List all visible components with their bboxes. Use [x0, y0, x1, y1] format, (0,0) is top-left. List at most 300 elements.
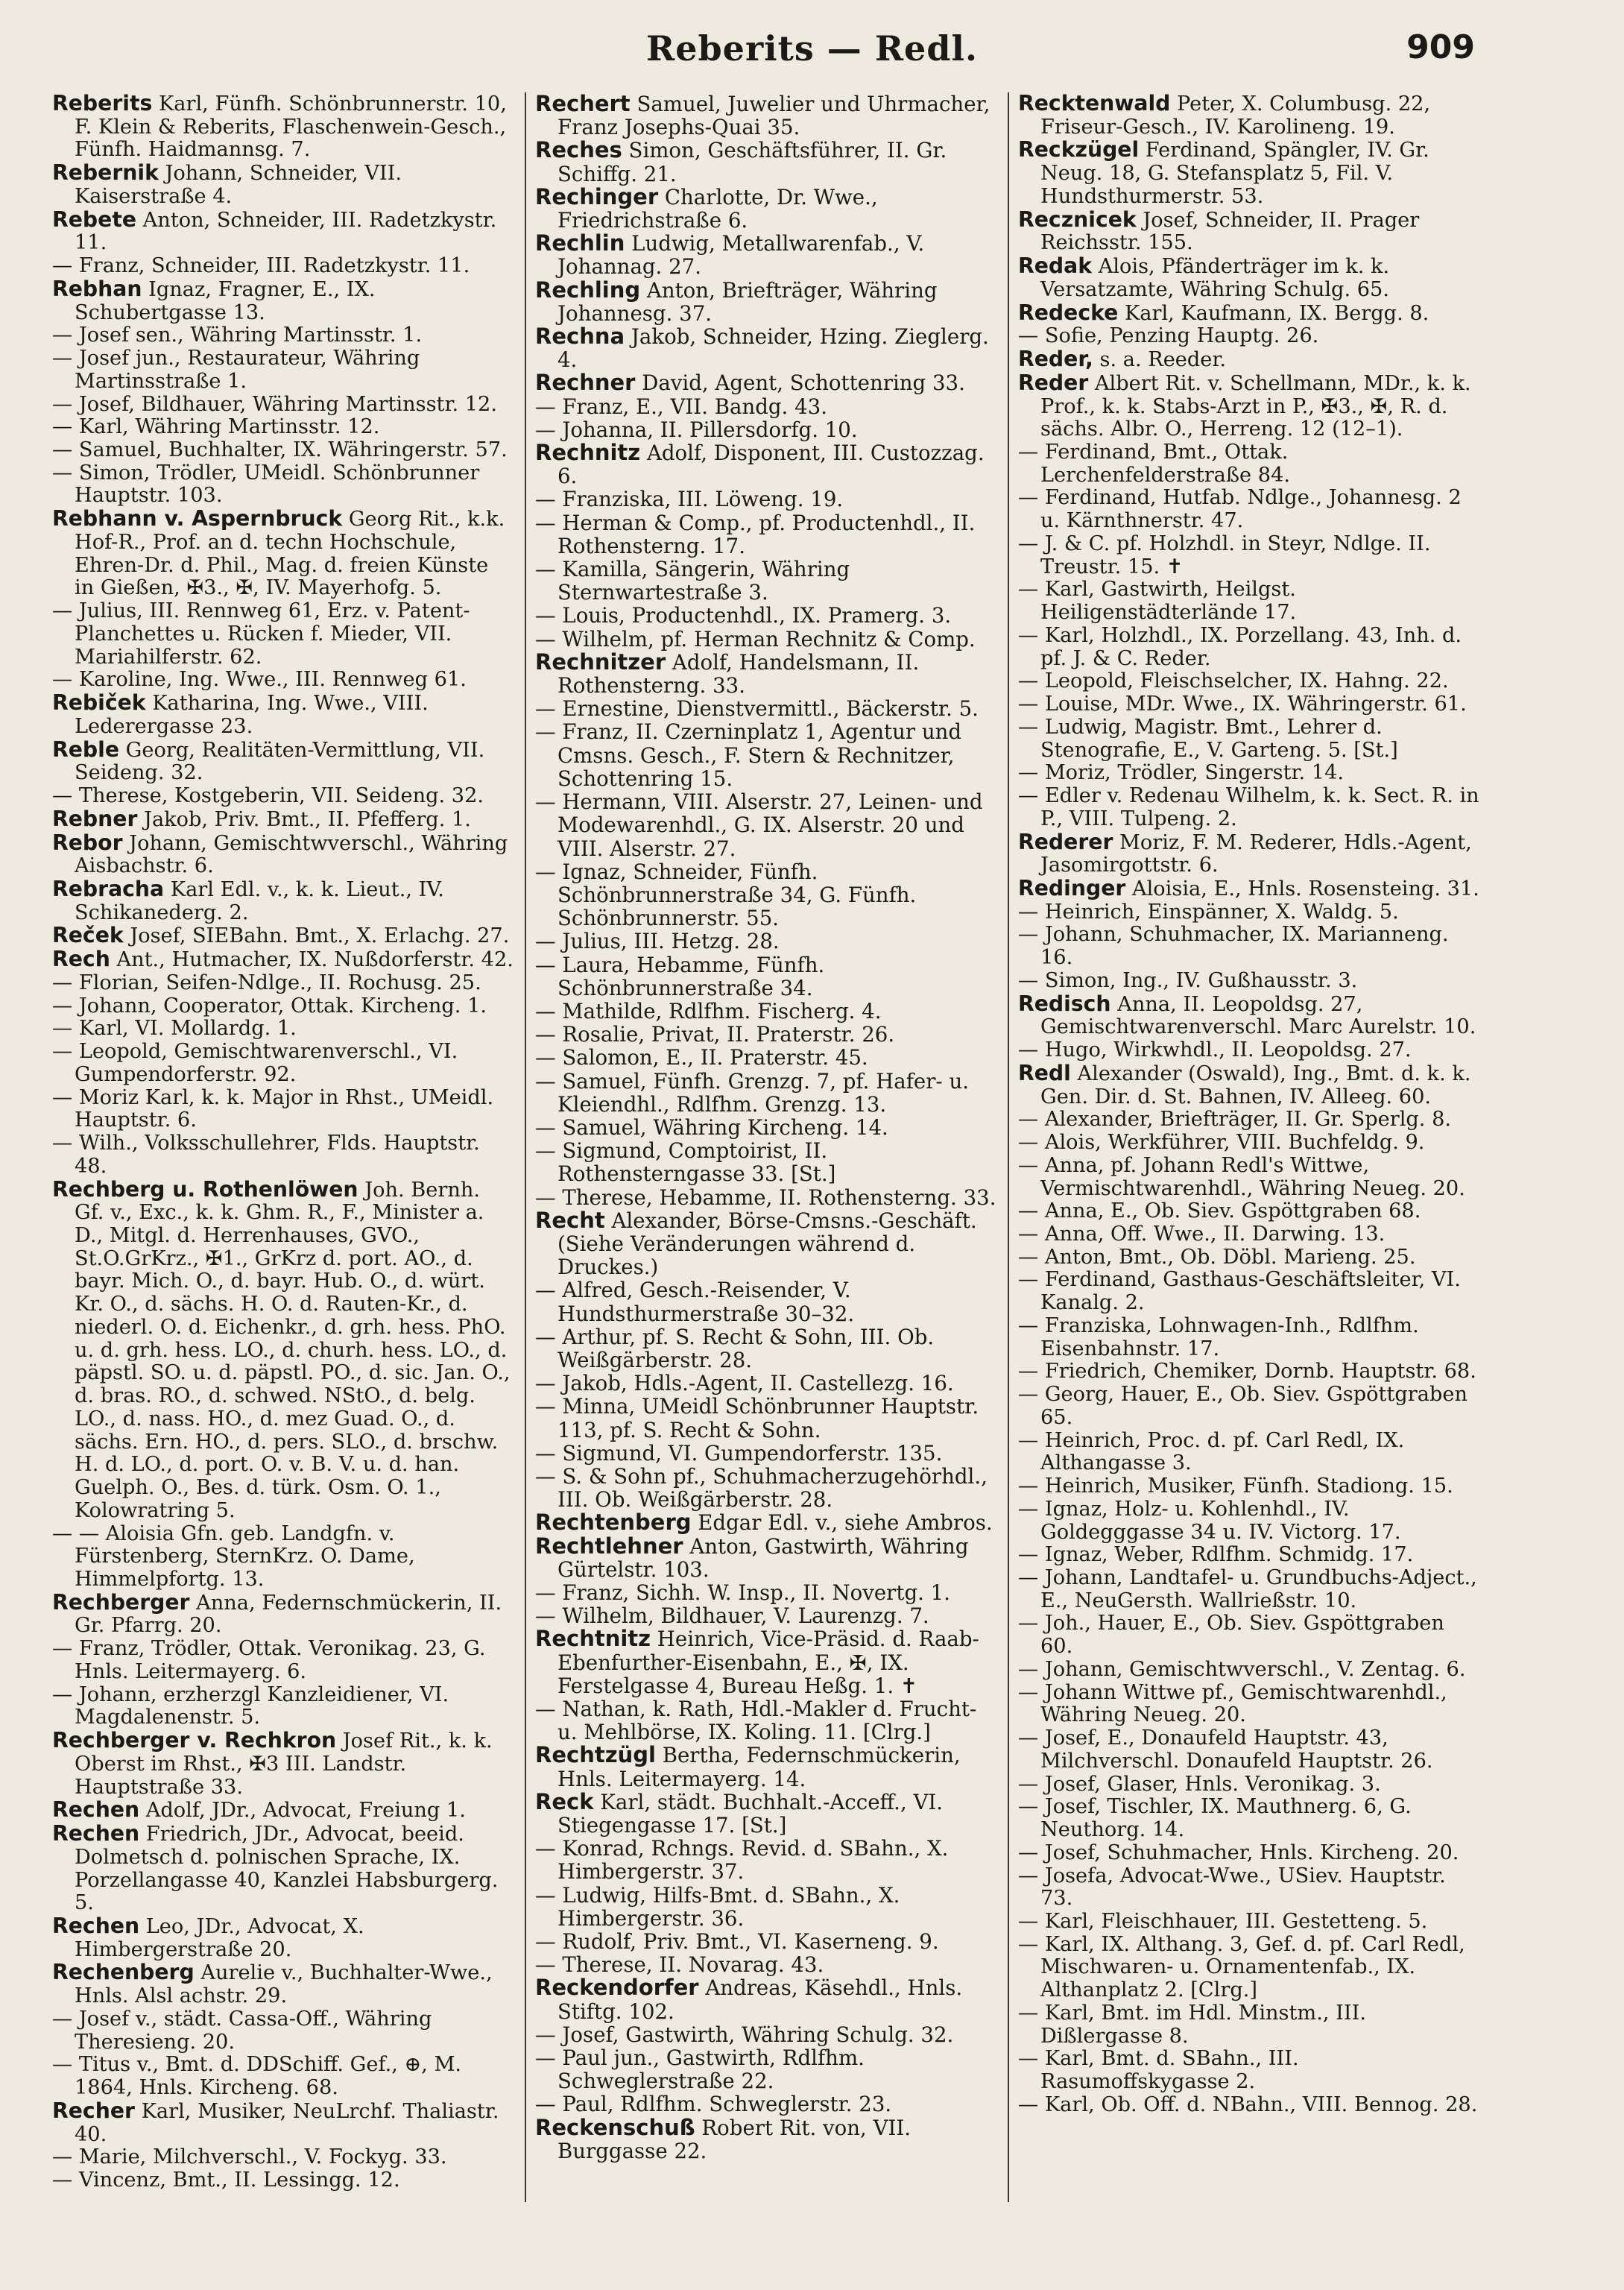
directory-entry — [1018, 1430, 1480, 1475]
directory-entry — [535, 790, 997, 860]
directory-entry — [1018, 1269, 1480, 1314]
directory-entry — [52, 2100, 514, 2146]
directory-entry — [535, 697, 997, 720]
entry-headword: Recht — [535, 1207, 605, 1233]
entry-text: — Mathilde, Rdlfhm. Fischerg. 4. — [535, 998, 882, 1023]
entry-headword: Redak — [1018, 253, 1093, 279]
entry-headword: Rechtnitz — [535, 1626, 651, 1652]
entry-text: — Herman & Comp., pf. Productenhdl., II. Rothensterng. 17. — [535, 510, 976, 558]
directory-entry — [535, 441, 997, 488]
directory-entry — [535, 930, 997, 953]
entry-text: Albert Rit. v. Schellmann, MDr., k. k. Prof., k. k. Stabs-Arzt in P., ✠3., ✠, R. d. sächs. Albr. O., Herreng. 12 (12–1). — [1040, 371, 1471, 441]
entry-text: — Sigmund, Comptoirist, II. Rothensterngasse 33. [St.] — [535, 1138, 836, 1187]
entry-text: Katharina, Ing. Wwe., VIII. Lederergasse 23. — [75, 692, 429, 738]
directory-entry — [52, 1176, 514, 1523]
entry-headword: Rechlin — [535, 230, 625, 256]
directory-entry — [1018, 92, 1480, 139]
entry-text: — Therese, Hebamme, II. Rothensterng. 33. — [535, 1185, 996, 1210]
entry-text: — Paul jun., Gastwirth, Rdlfhm. Schweglerstraße 22. — [535, 2045, 865, 2094]
entry-headword: Rechling — [535, 277, 641, 303]
directory-entry — [52, 785, 514, 808]
directory-entry — [1018, 901, 1480, 924]
directory-entry — [52, 600, 514, 669]
entry-text: — Anton, Bmt., Ob. Döbl. Marieng. 25. — [1018, 1245, 1416, 1269]
entry-text: Georg Rit., k.k. Hof-R., Prof. an d. techn Hochschule, Ehren-Dr. d. Phil., Mag. d. freien Künste in Gießen, ✠3., ✠, IV. Mayerhofg. 5. — [75, 508, 505, 600]
directory-entry — [52, 1823, 514, 1915]
entry-text: Peter, X. Columbusg. 22, Friseur-Gesch., IV. Karolineng. 19. — [1040, 92, 1431, 139]
directory-entry — [1018, 993, 1480, 1039]
entry-text: — Minna, UMeidl Schönbrunner Hauptstr. 113, pf. S. Recht & Sohn. — [535, 1394, 979, 1442]
directory-entry — [1018, 1682, 1480, 1727]
directory-entry — [52, 995, 514, 1018]
entry-text: Josef, SIEBahn. Bmt., X. Erlachg. 27. — [123, 924, 510, 948]
directory-entry — [52, 1799, 514, 1823]
entry-headword: Reder — [1018, 370, 1089, 395]
directory-entry — [52, 1729, 514, 1799]
directory-entry — [1018, 1796, 1480, 1841]
entry-text: — Johann, Cooperator, Ottak. Kircheng. 1. — [52, 994, 487, 1018]
entry-text: Joh. Bernh. Gf. v., Exc., k. k. Ghm. R., F., Minister a. D., Mitgl. d. Herrenhauses, GVO., St.O.GrKrz., ✠1., GrKrz d. port. AO., d. bayr. Mich. O., d. bayr. Hub. O., d. würt. Kr. O., d. sächs. H. O. d. Rauten-Kr., d. niederl. O. d. Eichenkr., d. grh. hess. PhO. u. d. grh. hess. LO., d. churh. hess. LO., d. päpstl. SO. u. d. päpstl. PO., d. sic. Jan. O., d. bras. RO., d. schwed. NStO., d. belg. LO., d. nass. HO., d. mez Guad. O., d. sächs. Ern. HO., d. pers. SLO., d. brschw. H. d. LO., d. port. O. v. B. V. u. d. han. Guelph. O., Bes. d. türk. Osm. O. 1., Kolowratring 5. — [75, 1178, 511, 1522]
directory-entry — [535, 1325, 997, 1372]
directory-entry — [1018, 325, 1480, 348]
entry-text: Karl, Fünfh. Schönbrunnerstr. 10, F. Klein & Reberits, Flaschenwein-Gesch., Fünfh. Haidmannsg. 7. — [75, 92, 507, 162]
entry-text: Friedrich, JDr., Advocat, beeid. Dolmetsch d. polnischen Sprache, IX. Porzellangasse 40, Kanzlei Habsburgerg. 5. — [75, 1823, 499, 1915]
entry-text: — Louis, Productenhdl., IX. Pramerg. 3. — [535, 603, 952, 628]
entry-headword: Rechberg u. Rothenlöwen — [52, 1176, 358, 1202]
entry-text: — — Aloisia Gfn. geb. Landgfn. v. Fürstenberg, SternKrz. O. Dame, Himmelpfortg. 13. — [52, 1521, 415, 1591]
directory-entry — [1018, 1475, 1480, 1498]
directory-entry — [52, 394, 514, 417]
directory-entry — [52, 508, 514, 600]
directory-entry — [535, 1465, 997, 1511]
entry-text: — Wilhelm, Bildhauer, V. Laurenzg. 7. — [535, 1603, 929, 1629]
directory-entry — [535, 720, 997, 790]
directory-entry — [535, 651, 997, 697]
entry-text: — Simon, Trödler, UMeidl. Schönbrunner Hauptstr. 103. — [52, 461, 480, 508]
directory-entry — [52, 255, 514, 278]
directory-entry — [1018, 1155, 1480, 1200]
entry-text: — Florian, Seifen-Ndlge., II. Rochusg. 25. — [52, 971, 481, 994]
directory-entry — [535, 1930, 997, 1953]
entry-text: — Rudolf, Priv. Bmt., VI. Kaserneng. 9. — [535, 1929, 939, 1955]
entry-headword: Reck — [535, 1788, 594, 1814]
directory-entry — [52, 2169, 514, 2192]
entry-headword: Reder, — [1018, 347, 1093, 372]
directory-entry — [52, 347, 514, 393]
directory-entry — [52, 1638, 514, 1683]
directory-entry — [1018, 877, 1480, 901]
entry-text: — Johann, Schuhmacher, IX. Marianneng. 16. — [1018, 923, 1449, 970]
entry-headword: Rechtzügl — [535, 1742, 656, 1768]
entry-headword: Rebhann v. Aspernbruck — [52, 506, 343, 532]
entry-text: Bertha, Federnschmückerin, Hnls. Leitermayerg. 14. — [557, 1743, 961, 1791]
entry-text: — Johann, Landtafel- u. Grundbuchs-Adject., E., NeuGersth. Wallrießstr. 10. — [1018, 1566, 1477, 1612]
entry-text: Ludwig, Metallwarenfab., V. Johannag. 27. — [557, 231, 925, 280]
entry-text: — Ferdinand, Hutfab. Ndlge., Johannesg. 2 u. Kärnthnerstr. 47. — [1018, 486, 1462, 533]
entry-text: Adolf, Disponent, III. Custozzag. 6. — [557, 441, 985, 489]
entry-text: — Rosalie, Privat, II. Praterstr. 26. — [535, 1022, 895, 1047]
entry-text: — Alfred, Gesch.-Reisender, V. Hundsthurmerstraße 30–32. — [535, 1278, 855, 1326]
entry-text: Edgar Edl. v., siehe Ambros. — [691, 1510, 993, 1536]
entry-text: Anna, II. Leopoldsg. 27, Gemischtwarenverschl. Marc Aurelstr. 10. — [1040, 992, 1476, 1039]
entry-text: — Therese, II. Novarag. 43. — [535, 1952, 824, 1978]
running-head: Reberits — Redl. — [646, 28, 978, 69]
entry-text: — Johann, Gemischtwverschl., V. Zentag. 6. — [1018, 1657, 1466, 1681]
directory-entry — [535, 1278, 997, 1325]
entry-text: — Julius, III. Rennweg 61, Erz. v. Patent-Planchettes u. Rücken f. Mieder, VII. Mariahilferstr. 62. — [52, 599, 470, 669]
directory-entry — [1018, 670, 1480, 693]
entry-text: Karl Edl. v., k. k. Lieut., IV. Schikanederg. 2. — [75, 877, 444, 924]
entry-text: — Josef, Gastwirth, Währing Schulg. 32. — [535, 2022, 954, 2047]
entry-text: — Alexander, Briefträger, II. Gr. Sperlg. 8. — [1018, 1108, 1452, 1132]
entry-text: — Karl, Bmt. im Hdl. Minstm., III. Dißlergasse 8. — [1018, 2001, 1366, 2048]
entry-text: Charlotte, Dr. Wwe., Friedrichstraße 6. — [557, 184, 878, 233]
column-divider — [525, 92, 526, 2202]
directory-entry — [52, 416, 514, 439]
entry-text: Simon, Geschäftsführer, II. Gr. Schiffg. 21. — [557, 138, 947, 186]
directory-entry — [535, 860, 997, 930]
entry-text: — Wilhelm, pf. Herman Rechnitz & Comp. — [535, 626, 976, 652]
entry-headword: Redl — [1018, 1060, 1071, 1085]
directory-entry — [1018, 2002, 1480, 2048]
entry-headword: Rechna — [535, 324, 625, 350]
entry-text: — Louise, MDr. Wwe., IX. Währingerstr. 61. — [1018, 693, 1467, 716]
directory-entry — [535, 1976, 997, 2022]
entry-text: — Georg, Hauer, E., Ob. Siev. Gspöttgraben 65. — [1018, 1383, 1467, 1429]
entry-text: — Ignaz, Schneider, Fünfh. Schönbrunnerstraße 34, G. Fünfh. Schönbrunnerstr. 55. — [535, 859, 917, 931]
entry-text: Anton, Briefträger, Währing Johannesg. 37. — [557, 277, 938, 326]
entry-text: — Ignaz, Holz- u. Kohlenhdl., IV. Goldegggasse 34 u. IV. Victorg. 17. — [1018, 1497, 1401, 1544]
entry-text: — Ludwig, Hilfs-Bmt. d. SBahn., X. Himbergerstr. 36. — [535, 1882, 900, 1931]
entry-text: Adolf, JDr., Advocat, Freiung 1. — [139, 1799, 466, 1823]
directory-entry — [535, 1604, 997, 1627]
directory-entry — [52, 1523, 514, 1592]
entry-text: — Franz, Schneider, III. Radetzkystr. 11. — [52, 254, 470, 278]
directory-entry — [1018, 785, 1480, 830]
entry-text: — Josef, Bildhauer, Währing Martinsstr. 12. — [52, 392, 497, 416]
directory-entry — [1018, 762, 1480, 785]
column-1 — [52, 92, 514, 2202]
entry-text: — Franz, Sichh. W. Insp., II. Novertg. 1. — [535, 1580, 950, 1605]
directory-entry — [535, 1953, 997, 1976]
directory-entry — [535, 2046, 997, 2092]
entry-text: — Karl, IX. Althang. 3, Gef. d. pf. Carl Redl, Mischwaren- u. Ornamentenfab., IX. Althanplatz 2. [Clrg.] — [1018, 1932, 1465, 2002]
directory-entry — [52, 439, 514, 462]
directory-entry — [52, 1132, 514, 1178]
entry-text: — Karl, Gastwirth, Heilgst. Heiligenstädterlände 17. — [1018, 578, 1297, 625]
directory-entry — [535, 511, 997, 558]
entry-headword: Rebiček — [52, 690, 146, 716]
entry-headword: Rederer — [1018, 829, 1113, 854]
entry-text: Alexander (Oswald), Ing., Bmt. d. k. k. Gen. Dir. d. St. Bahnen, IV. Alleeg. 60. — [1040, 1062, 1471, 1108]
directory-entry — [535, 1884, 997, 1930]
entry-text: — Ferdinand, Gasthaus-Geschäftsleiter, VI. Kanalg. 2. — [1018, 1268, 1461, 1315]
directory-entry — [535, 628, 997, 651]
directory-entry — [1018, 1384, 1480, 1429]
entry-text: Josef, Schneider, II. Prager Reichsstr. 155. — [1040, 208, 1420, 255]
entry-text: — Josefa, Advocat-Wwe., USiev. Hauptstr. 73. — [1018, 1864, 1446, 1911]
directory-entry — [1018, 1567, 1480, 1612]
entry-text: Heinrich, Vice-Präsid. d. Raab-Ebenfurther-Eisenbahn, E., ✠, IX. Ferstelgasse 4, Bureau Heßg. 1. ✝ — [557, 1627, 979, 1698]
directory-entry — [535, 2023, 997, 2046]
entry-text: Ignaz, Fragner, E., IX. Schubertgasse 13. — [75, 277, 376, 324]
directory-entry — [1018, 372, 1480, 441]
entry-text: Andreas, Käsehdl., Hnls. Stiftg. 102. — [557, 1975, 963, 2024]
entry-headword: Reble — [52, 736, 120, 762]
entry-text: Moriz, F. M. Rederer, Hdls.-Agent, Jasomirgottstr. 6. — [1040, 830, 1472, 877]
entry-text: Johann, Gemischtwverschl., Währing Aisbachstr. 6. — [75, 831, 508, 878]
directory-entry — [52, 1961, 514, 2007]
directory-entry — [535, 1000, 997, 1023]
directory-entry — [1018, 578, 1480, 624]
directory-entry — [1018, 2094, 1480, 2117]
directory-entry — [1018, 206, 1480, 255]
directory-entry — [52, 1589, 514, 1638]
entry-text: — Leopold, Gemischtwarenverschl., VI. Gumpendorferstr. 92. — [52, 1040, 458, 1086]
entry-text: — Johanna, II. Pillersdorfg. 10. — [535, 417, 858, 442]
entry-headword: Reckenschuß — [535, 2114, 695, 2140]
entry-text: Ant., Hutmacher, IX. Nußdorferstr. 42. — [110, 948, 514, 972]
directory-entry — [535, 395, 997, 418]
directory-entry — [1018, 1773, 1480, 1797]
entry-text: — Hermann, VIII. Alserstr. 27, Leinen- und Modewarenhdl., G. IX. Alserstr. 20 und VIII. Alserstr. 27. — [535, 789, 983, 861]
directory-entry — [1018, 1727, 1480, 1773]
directory-entry — [535, 1535, 997, 1581]
entry-text: — Heinrich, Musiker, Fünfh. Stadiong. 15. — [1018, 1474, 1453, 1498]
entry-headword: Rebhan — [52, 276, 142, 301]
directory-columns — [52, 92, 1479, 2202]
entry-text: Aloisia, E., Hnls. Rosensteing. 31. — [1125, 877, 1479, 900]
directory-entry — [535, 1139, 997, 1185]
entry-text: Alois, Pfänderträger im k. k. Versatzamte, Währing Schulg. 65. — [1040, 255, 1390, 301]
entry-text: — Moriz Karl, k. k. Major in Rhst., UMeidl. Hauptstr. 6. — [52, 1085, 494, 1132]
directory-entry — [52, 2008, 514, 2054]
directory-entry — [1018, 1659, 1480, 1682]
directory-entry — [1018, 1062, 1480, 1108]
entry-headword: Recznicek — [1018, 206, 1137, 232]
directory-entry — [535, 1186, 997, 1209]
directory-entry — [52, 736, 514, 785]
entry-text: — Moriz, Trödler, Singerstr. 14. — [1018, 761, 1345, 785]
directory-entry — [52, 878, 514, 924]
entry-text: — Simon, Ing., IV. Gußhausstr. 3. — [1018, 968, 1358, 992]
directory-entry — [535, 1581, 997, 1604]
directory-entry — [535, 1837, 997, 1883]
entry-text: — Franziska, III. Löweng. 19. — [535, 487, 844, 512]
entry-text: — Edler v. Redenau Wilhelm, k. k. Sect. R. in P., VIII. Tulpeng. 2. — [1018, 784, 1479, 830]
directory-entry — [535, 488, 997, 511]
directory-entry — [1018, 1108, 1480, 1132]
directory-entry — [535, 325, 997, 371]
directory-entry — [535, 1070, 997, 1116]
entry-text: — Marie, Milchverschl., V. Fockyg. 33. — [52, 2145, 447, 2169]
entry-text: — Johann Wittwe pf., Gemischtwarenhdl., Währing Neueg. 20. — [1018, 1680, 1447, 1727]
entry-text: — Josef v., städt. Cassa-Off., Währing Theresieng. 20. — [52, 2007, 432, 2054]
entry-headword: Rechenberg — [52, 1960, 195, 1985]
entry-headword: Redecke — [1018, 300, 1119, 325]
entry-text: — Julius, III. Hetzg. 28. — [535, 929, 780, 954]
directory-entry — [535, 1788, 997, 1838]
entry-text: — Nathan, k. Rath, Hdl.-Makler d. Frucht- u. Mehlbörse, IX. Koling. 11. [Clrg.] — [535, 1697, 977, 1745]
directory-entry — [535, 1116, 997, 1139]
directory-entry — [52, 808, 514, 832]
directory-entry — [1018, 533, 1480, 578]
entry-headword: Rebracha — [52, 876, 165, 901]
entry-text: — Salomon, E., II. Praterstr. 45. — [535, 1045, 868, 1070]
entry-text: Robert Rit. von, VII. Burggasse 22. — [557, 2115, 911, 2163]
entry-text: — Alois, Werkführer, VIII. Buchfeldg. 9. — [1018, 1131, 1425, 1155]
directory-entry — [1018, 1911, 1480, 1934]
entry-headword: Rechen — [52, 1914, 140, 1939]
directory-entry — [1018, 1865, 1480, 1911]
entry-text: s. a. Reeder. — [1093, 348, 1227, 372]
directory-entry — [1018, 441, 1480, 487]
directory-entry — [535, 232, 997, 278]
directory-entry — [52, 924, 514, 948]
directory-entry — [52, 832, 514, 878]
entry-text: — Josef, Schuhmacher, Hnls. Kircheng. 20. — [1018, 1840, 1459, 1864]
entry-text: David, Agent, Schottenring 33. — [635, 370, 965, 396]
entry-text: Karl, städt. Buchhalt.-Acceff., VI. Stiegengasse 17. [St.] — [557, 1789, 944, 1838]
entry-text: — Hugo, Wirkwhdl., II. Leopoldsg. 27. — [1018, 1038, 1412, 1062]
entry-headword: Rebete — [52, 206, 137, 232]
directory-entry — [535, 1627, 997, 1697]
entry-headword: Rechnitz — [535, 440, 641, 466]
entry-headword: Reček — [52, 923, 124, 948]
entry-text: — Titus v., Bmt. d. DDSchiff. Gef., ⊕, M. 1864, Hnls. Kircheng. 68. — [52, 2053, 462, 2100]
entry-text: — Ernestine, Dienstvermittl., Bäckerstr. 5. — [535, 696, 979, 722]
entry-text: — Samuel, Währing Kircheng. 14. — [535, 1114, 888, 1140]
directory-entry — [1018, 1246, 1480, 1269]
directory-entry — [535, 1372, 997, 1395]
entry-headword: Reckzügel — [1018, 137, 1140, 163]
entry-text: — Franziska, Lohnwagen-Inh., Rdlfhm. Eisenbahnstr. 17. — [1018, 1313, 1419, 1360]
directory-entry — [1018, 1039, 1480, 1062]
directory-entry — [535, 1511, 997, 1534]
directory-entry — [1018, 1934, 1480, 2002]
entry-text: — Heinrich, Einspänner, X. Waldg. 5. — [1018, 900, 1399, 924]
entry-text: Anna, Federnschmückerin, II. Gr. Pfarrg. 20. — [75, 1591, 502, 1638]
directory-entry — [535, 183, 997, 233]
directory-entry — [52, 92, 514, 162]
entry-headword: Rechert — [535, 92, 631, 116]
entry-text: Leo, JDr., Advocat, X. Himbergerstraße 20. — [75, 1915, 364, 1961]
entry-text: — Anna, E., Ob. Siev. Gspöttgraben 68. — [1018, 1199, 1421, 1223]
entry-text: Karl, Kaufmann, IX. Bergg. 8. — [1118, 301, 1429, 325]
entry-text: — Franz, E., VII. Bandg. 43. — [535, 394, 827, 419]
entry-text: — Ferdinand, Bmt., Ottak. Lerchenfelderstraße 84. — [1018, 441, 1291, 487]
directory-entry — [535, 139, 997, 185]
directory-entry — [1018, 1223, 1480, 1246]
entry-headword: Rechnitzer — [535, 649, 666, 675]
directory-entry — [535, 1697, 997, 1744]
directory-entry — [535, 1744, 997, 1790]
entry-headword: Reckendorfer — [535, 1975, 699, 2001]
entry-headword: Reberits — [52, 92, 153, 116]
directory-entry — [1018, 1612, 1480, 1658]
entry-text: — Sofie, Penzing Hauptg. 26. — [1018, 324, 1319, 348]
entry-text: — Joh., Hauer, E., Ob. Siev. Gspöttgraben 60. — [1018, 1612, 1444, 1659]
entry-text: — Johann, erzherzgl Kanzleidiener, VI. Magdalenenstr. 5. — [52, 1682, 449, 1729]
directory-entry — [535, 2092, 997, 2116]
directory-entry — [535, 371, 997, 394]
entry-text: — Karl, Währing Martinsstr. 12. — [52, 415, 380, 439]
entry-headword: Reches — [535, 137, 622, 163]
entry-text: — Samuel, Buchhalter, IX. Währingerstr. 57. — [52, 438, 508, 462]
entry-headword: Rechen — [52, 1821, 140, 1846]
entry-text: — Paul, Rdlfhm. Schweglerstr. 23. — [535, 2092, 892, 2117]
directory-entry — [1018, 302, 1480, 326]
directory-entry — [1018, 970, 1480, 993]
entry-headword: Rechen — [52, 1797, 140, 1823]
entry-text: — Ludwig, Magistr. Bmt., Lehrer d. Stenografie, E., V. Garteng. 5. [St.] — [1018, 715, 1398, 762]
entry-text: — Josef, Glaser, Hnls. Veronikag. 3. — [1018, 1772, 1381, 1796]
entry-text: — Franz, II. Czerninplatz 1, Agentur und Cmsns. Gesch., F. Stern & Rechnitzer, Schottenring 15. — [535, 719, 962, 791]
entry-text: — Arthur, pf. S. Recht & Sohn, III. Ob. Weißgärberstr. 28. — [535, 1324, 935, 1372]
directory-entry — [52, 462, 514, 508]
directory-entry — [52, 1915, 514, 1961]
directory-entry — [535, 1023, 997, 1046]
entry-text: — Josef jun., Restaurateur, Währing Martinsstraße 1. — [52, 347, 420, 393]
directory-entry — [1018, 924, 1480, 969]
entry-headword: Rebner — [52, 806, 138, 831]
entry-text: Jakob, Schneider, Hzing. Zieglerg. 4. — [557, 324, 989, 373]
entry-headword: Recktenwald — [1018, 92, 1171, 116]
entry-text: — Karl, Bmt. d. SBahn., III. Rasumoffskygasse 2. — [1018, 2047, 1299, 2094]
entry-headword: Rechner — [535, 370, 636, 396]
directory-entry — [52, 692, 514, 738]
entry-text: Josef Rit., k. k. Oberst im Rhst., ✠3 III. Landstr. Hauptstraße 33. — [75, 1729, 493, 1799]
directory-entry — [52, 1684, 514, 1729]
directory-entry — [52, 972, 514, 995]
entry-headword: Redisch — [1018, 991, 1111, 1016]
directory-entry — [535, 1046, 997, 1069]
directory-entry — [52, 2054, 514, 2099]
directory-entry — [52, 162, 514, 208]
directory-entry — [535, 92, 997, 139]
directory-entry — [52, 669, 514, 692]
entry-text: — Konrad, Rchngs. Revid. d. SBahn., X. Himbergerstr. 37. — [535, 1836, 949, 1884]
column-divider — [1008, 92, 1009, 2202]
entry-headword: Rebernik — [52, 160, 159, 186]
entry-text: Anton, Schneider, III. Radetzkystr. 11. — [75, 208, 497, 255]
entry-headword: Rechinger — [535, 183, 659, 209]
directory-entry — [1018, 1360, 1480, 1384]
directory-entry — [1018, 625, 1480, 670]
directory-entry — [1018, 1132, 1480, 1155]
directory-entry — [52, 1087, 514, 1132]
directory-entry — [535, 1395, 997, 1441]
directory-entry — [52, 948, 514, 972]
directory-entry — [1018, 139, 1480, 208]
entry-text: — Laura, Hebamme, Fünfh. Schönbrunnerstraße 34. — [535, 952, 825, 1000]
entry-headword: Rechberger v. Rechkron — [52, 1728, 337, 1753]
directory-entry — [535, 604, 997, 627]
entry-headword: Rechtenberg — [535, 1510, 692, 1536]
entry-headword: Rechtlehner — [535, 1533, 683, 1559]
entry-text: Aurelie v., Buchhalter-Wwe., Hnls. Alsl achstr. 29. — [75, 1961, 493, 2008]
entry-text: — Karl, Ob. Off. d. NBahn., VIII. Bennog. 28. — [1018, 2092, 1478, 2116]
entry-text: — Franz, Trödler, Ottak. Veronikag. 23, G. Hnls. Leitermayerg. 6. — [52, 1637, 486, 1683]
entry-text: Jakob, Priv. Bmt., II. Pfefferg. 1. — [137, 807, 471, 831]
column-2 — [535, 92, 997, 2202]
column-3 — [1018, 92, 1480, 2202]
entry-text: — Josef, E., Donaufeld Hauptstr. 43, Milchverschl. Donaufeld Hauptstr. 26. — [1018, 1726, 1433, 1773]
directory-entry — [1018, 487, 1480, 532]
directory-entry — [52, 324, 514, 347]
entry-text: — Anna, pf. Johann Redl's Wittwe, Vermischtwarenhdl., Währing Neueg. 20. — [1018, 1153, 1465, 1200]
entry-headword: Rechberger — [52, 1589, 190, 1615]
